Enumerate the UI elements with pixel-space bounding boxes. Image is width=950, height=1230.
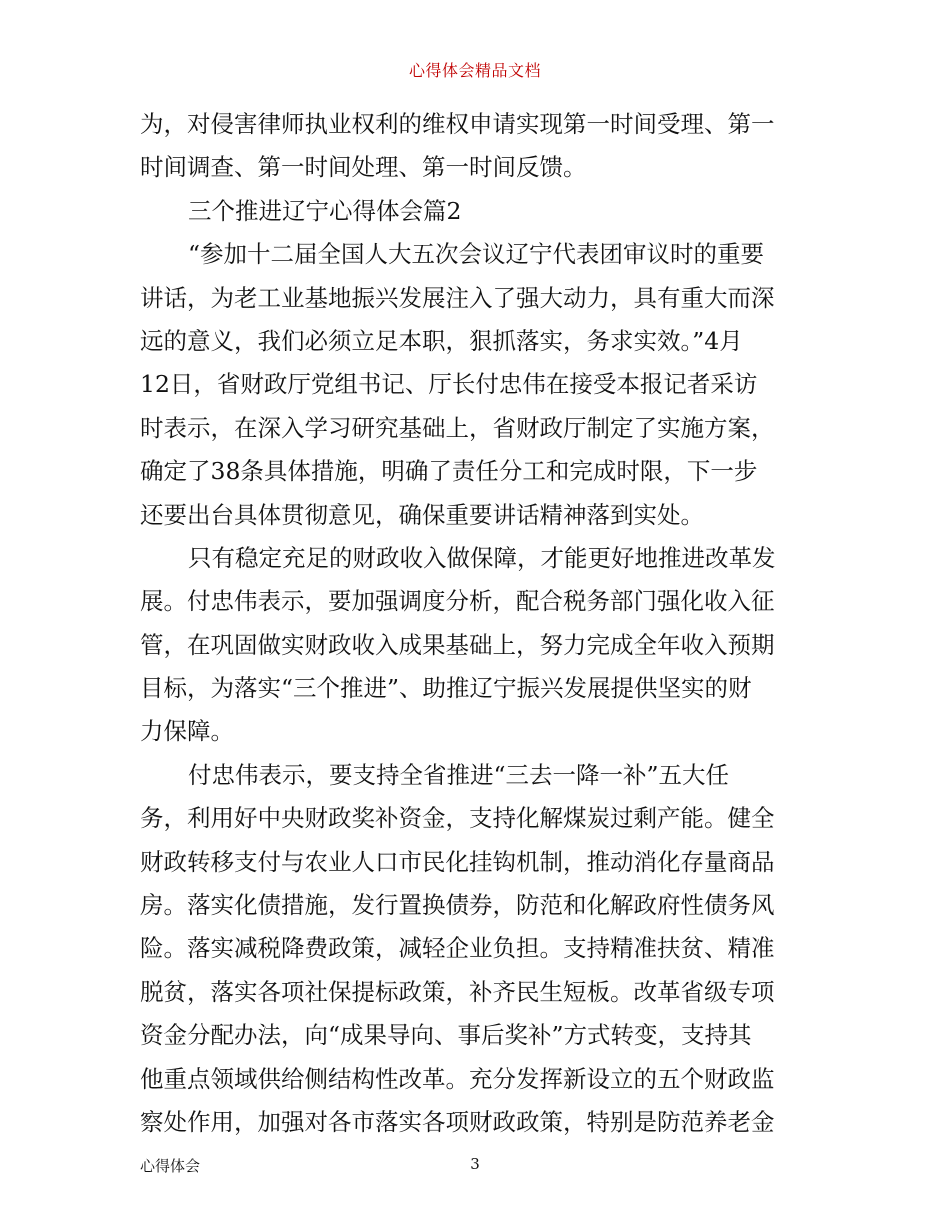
body-line: 察处作用，加强对各市落实各项财政政策，特别是防范养老金 bbox=[140, 1107, 775, 1136]
body-line: 讲话，为老工业基地振兴发展注入了强大动力，具有重大而深 bbox=[140, 283, 775, 312]
body-line: 远的意义，我们必须立足本职，狠抓落实，务求实效。”4月 bbox=[140, 326, 743, 355]
body-line: 展。付忠伟表示，要加强调度分析，配合税务部门强化收入征 bbox=[140, 587, 775, 616]
body-line: 付忠伟表示，要支持全省推进“三去一降一补”五大任 bbox=[188, 760, 730, 789]
body-line: 时表示，在深入学习研究基础上，省财政厅制定了实施方案， bbox=[140, 413, 775, 442]
body-line: “参加十二届全国人大五次会议辽宁代表团审议时的重要 bbox=[188, 240, 765, 269]
body-line: 为，对侵害律师执业权利的维权申请实现第一时间受理、第一 bbox=[140, 110, 775, 138]
body-line: 险。落实减税降费政策，减轻企业负担。支持精准扶贫、精准 bbox=[140, 934, 775, 963]
page-header-title: 心得体会精品文档 bbox=[408, 61, 541, 80]
document-body bbox=[140, 103, 812, 1144]
body-line: 12日，省财政厅党组书记、厅长付忠伟在接受本报记者采访 bbox=[140, 370, 758, 399]
footer-label: 心得体会 bbox=[140, 1157, 201, 1175]
body-line: 务，利用好中央财政奖补资金，支持化解煤炭过剩产能。健全 bbox=[140, 804, 775, 833]
body-line: 房。落实化债措施，发行置换债券，防范和化解政府性债务风 bbox=[140, 891, 775, 920]
body-line: 财政转移支付与农业人口市民化挂钩机制，推动消化存量商品 bbox=[140, 847, 775, 876]
body-line: 脱贫，落实各项社保提标政策，补齐民生短板。改革省级专项 bbox=[140, 977, 775, 1006]
page-number: 3 bbox=[470, 1155, 480, 1173]
body-line: 目标，为落实“三个推进”、助推辽宁振兴发展提供坚实的财 bbox=[140, 674, 752, 703]
body-line: 只有稳定充足的财政收入做保障，才能更好地推进改革发 bbox=[188, 543, 776, 572]
body-line: 管，在巩固做实财政收入成果基础上，努力完成全年收入预期 bbox=[140, 630, 775, 659]
body-line: 他重点领域供给侧结构性改革。充分发挥新设立的五个财政监 bbox=[140, 1064, 775, 1093]
body-line: 确定了38条具体措施，明确了责任分工和完成时限，下一步 bbox=[140, 457, 758, 486]
body-line: 力保障。 bbox=[140, 717, 234, 746]
body-line: 时间调查、第一时间处理、第一时间反馈。 bbox=[140, 153, 587, 182]
body-line: 资金分配办法，向“成果导向、事后奖补”方式转变，支持其 bbox=[140, 1021, 752, 1050]
body-line: 还要出台具体贯彻意见，确保重要讲话精神落到实处。 bbox=[140, 500, 704, 529]
section-heading: 三个推进辽宁心得体会篇2 bbox=[188, 196, 462, 225]
